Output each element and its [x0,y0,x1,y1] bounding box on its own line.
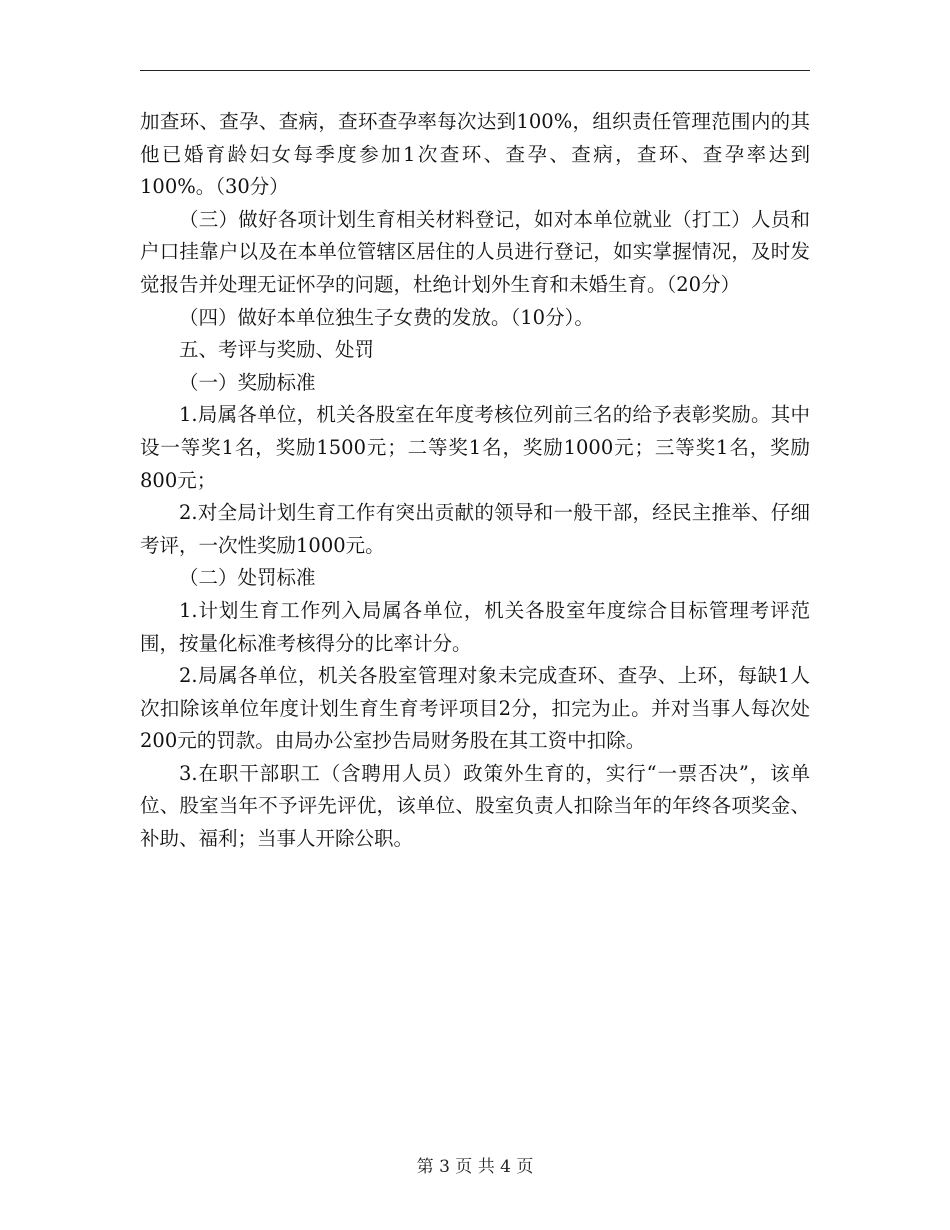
paragraph-reward-1: 1.局属各单位，机关各股室在年度考核位列前三名的给予表彰奖励。其中设一等奖1名，奖励1500元；二等奖1名，奖励1000元；三等奖1名，奖励800元； [140,403,810,492]
paragraph-1: 加查环、查孕、查病，查环查孕率每次达到100%，组织责任管理范围内的其他已婚育龄妇女每季度参加1次查环、查孕、查病，查环、查孕率达到100%。（30分） [140,110,810,199]
document-body [140,106,810,856]
section-heading-5: 五、考评与奖励、处罚 [179,338,375,362]
paragraph-penalty-3: 3.在职干部职工（含聘用人员）政策外生育的，实行“一票否决”，该单位、股室当年不予评先评优，该单位、股室负责人扣除当年的年终各项奖金、补助、福利；当事人开除公职。 [140,761,810,851]
header-rule [140,70,810,71]
subheading-reward-standard: （一）奖励标准 [179,370,316,394]
paragraph-2: （三）做好各项计划生育相关材料登记，如对本单位就业（打工）人员和户口挂靠户以及在本单位管辖区居住的人员进行登记，如实掌握情况，及时发觉报告并处理无证怀孕的问题，杜绝计划外生育和未婚生育。（20分） [140,207,810,296]
subheading-penalty-standard: （二）处罚标准 [179,566,316,590]
page-number-footer: 第 3 页 共 4 页 [416,1157,534,1177]
paragraph-penalty-2: 2.局属各单位，机关各股室管理对象未完成查环、查孕、上环，每缺1人次扣除该单位年度计划生育生育考评项目2分，扣完为止。并对当事人每次处200元的罚款。由局办公室抄告局财务股在其工资中扣除。 [140,664,810,753]
paragraph-3: （四）做好本单位独生子女费的发放。（10分）。 [179,305,594,329]
paragraph-reward-2: 2.对全局计划生育工作有突出贡献的领导和一般干部，经民主推举、仔细考评，一次性奖励1000元。 [140,501,810,557]
paragraph-penalty-1: 1.计划生育工作列入局属各单位，机关各股室年度综合目标管理考评范围，按量化标准考核得分的比率计分。 [140,598,810,655]
